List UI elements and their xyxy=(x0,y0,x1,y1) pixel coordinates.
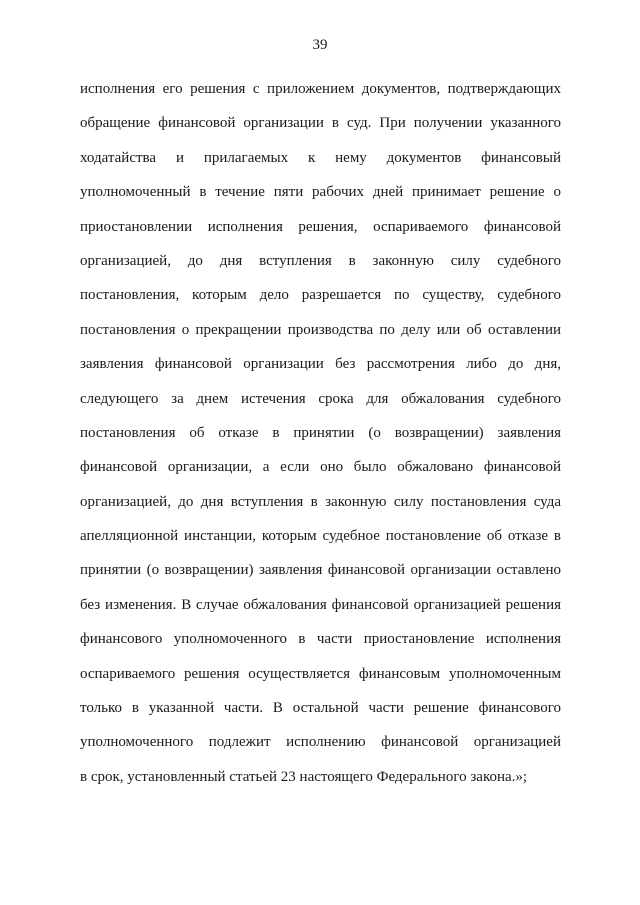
text-line: постановления о прекращении производства по делу или об оставлении xyxy=(80,321,561,338)
text-line: без изменения. В случае обжалования финансовой организацией решения xyxy=(80,596,561,613)
text-line: уполномоченный в течение пяти рабочих дней принимает решение о xyxy=(80,184,561,201)
text-line: организацией, до дня вступления в законную силу судебного xyxy=(80,252,561,269)
text-line: ходатайства и прилагаемых к нему документов финансовый xyxy=(80,149,561,166)
text-line: оспариваемого решения осуществляется финансовым уполномоченным xyxy=(80,665,561,682)
text-line: обращение финансовой организации в суд. При получении указанного xyxy=(80,115,561,132)
text-line: заявления финансовой организации без рассмотрения либо до дня, xyxy=(80,356,561,373)
text-line: уполномоченного подлежит исполнению финансовой организацией xyxy=(80,734,561,751)
text-line: финансовой организации, а если оно было обжаловано финансовой xyxy=(80,459,561,476)
text-line: исполнения его решения с приложением документов, подтверждающих xyxy=(80,81,561,97)
body-text xyxy=(80,72,561,794)
text-line: постановления, которым дело разрешается по существу, судебного xyxy=(80,287,561,304)
text-line: организацией, до дня вступления в законную силу постановления суда xyxy=(80,493,561,510)
text-line: следующего за днем истечения срока для обжалования судебного xyxy=(80,390,561,407)
text-line: принятии (о возвращении) заявления финансовой организации оставлено xyxy=(80,562,561,579)
text-line: только в указанной части. В остальной части решение финансового xyxy=(80,700,561,717)
text-line: в срок, установленный статьей 23 настоящего Федерального закона.»; xyxy=(80,768,528,785)
text-line: финансового уполномоченного в части приостановление исполнения xyxy=(80,631,561,648)
text-line: приостановлении исполнения решения, оспариваемого финансовой xyxy=(80,218,561,235)
page-number: 39 xyxy=(312,37,328,53)
text-line: апелляционной инстанции, которым судебное постановление об отказе в xyxy=(80,528,561,545)
text-line: постановления об отказе в принятии (о возвращении) заявления xyxy=(80,424,561,441)
